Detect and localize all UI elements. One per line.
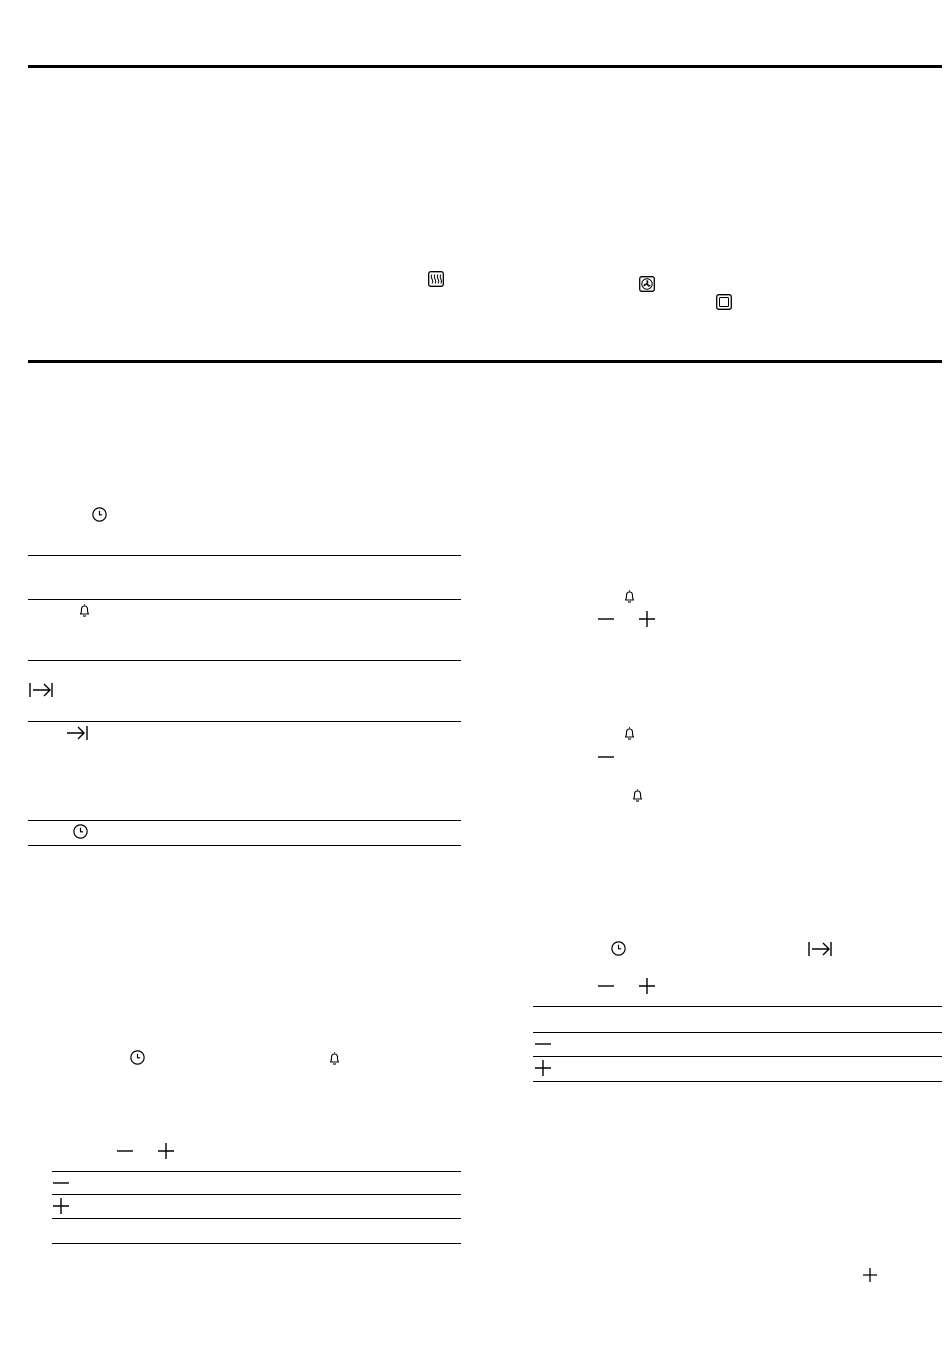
table-rule <box>52 1171 461 1172</box>
bell-icon <box>623 726 636 741</box>
minus-icon <box>598 985 614 987</box>
plus-icon <box>158 1143 174 1159</box>
table-rule <box>533 1006 942 1007</box>
table-rule <box>52 1194 461 1195</box>
cooking-time-icon <box>29 682 53 698</box>
bell-icon <box>328 1051 341 1066</box>
clock-icon <box>92 507 107 522</box>
bell-icon <box>78 603 91 618</box>
plus-icon <box>863 1268 877 1282</box>
bell-icon <box>623 589 636 604</box>
clock-icon <box>611 941 626 956</box>
hot-air-fan-icon <box>639 276 655 292</box>
minus-icon <box>53 1182 69 1184</box>
plus-icon <box>53 1198 69 1214</box>
table-rule <box>28 660 461 661</box>
clock-icon <box>130 1050 145 1065</box>
minus-icon <box>598 756 614 758</box>
minus-icon <box>598 618 614 620</box>
table-rule <box>533 1032 942 1033</box>
clock-icon <box>73 824 88 839</box>
top-bottom-heat-icon <box>428 271 444 287</box>
table-rule <box>28 599 461 600</box>
table-rule <box>28 555 461 556</box>
plus-icon <box>639 611 655 627</box>
section-divider-top <box>28 65 942 68</box>
table-rule <box>28 845 461 846</box>
table-rule <box>52 1218 461 1219</box>
plus-icon <box>535 1060 551 1076</box>
table-rule <box>52 1243 461 1244</box>
end-time-icon <box>66 725 88 741</box>
table-rule <box>533 1056 942 1057</box>
table-rule <box>533 1081 942 1082</box>
plus-icon <box>639 978 655 994</box>
section-divider-clock <box>28 360 942 363</box>
minus-icon <box>535 1043 551 1045</box>
bell-icon <box>631 788 644 803</box>
minus-icon <box>117 1150 133 1152</box>
oven-light-icon <box>716 294 732 310</box>
table-rule <box>28 820 461 821</box>
table-rule <box>28 721 461 722</box>
cooking-time-icon <box>808 941 832 957</box>
